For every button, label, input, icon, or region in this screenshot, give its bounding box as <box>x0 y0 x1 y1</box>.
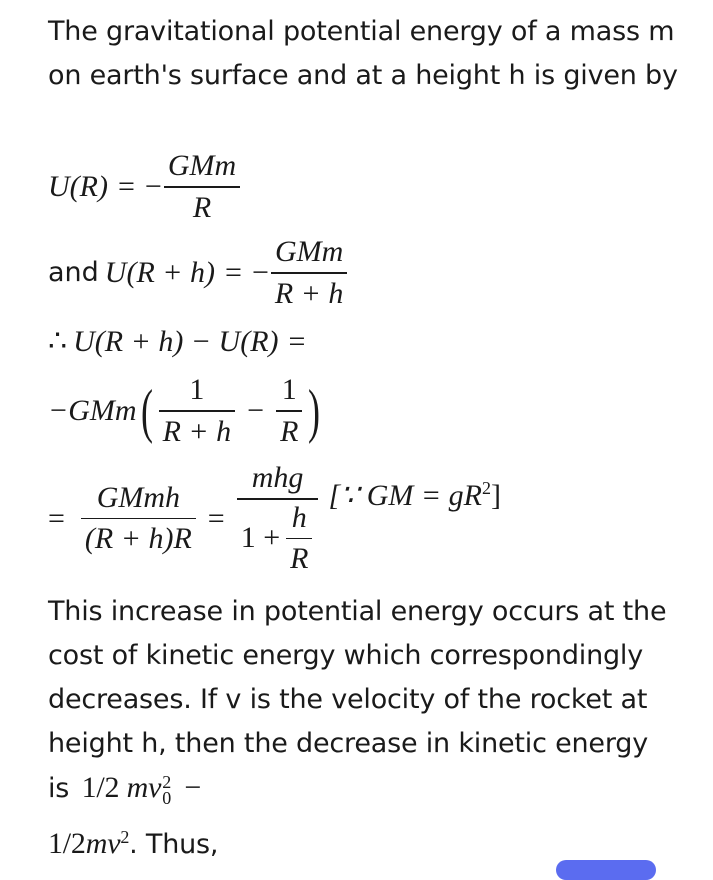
equation-difference <box>48 324 315 359</box>
ke-subsup <box>162 772 172 809</box>
ke2-sup: 2 <box>120 827 130 847</box>
ke-sub: 0 <box>162 788 172 809</box>
eq4-minus: − <box>247 393 265 427</box>
eq5-fraction-1 <box>81 482 196 556</box>
ke2-half: 1/2 <box>48 827 86 860</box>
eq2-numerator: GMm <box>274 235 344 268</box>
eq3-expression: U(R + h) − U(R) <box>73 324 279 358</box>
eq4-prefix: −GMm <box>48 393 137 427</box>
eq5-fraction-2 <box>237 462 319 575</box>
ke2-tail: . Thus, <box>129 829 219 860</box>
eq4-fraction-1 <box>159 374 236 448</box>
eq2-denominator: R + h <box>274 276 344 310</box>
eq1-fraction <box>164 150 240 224</box>
eq5-nested-denominator: R <box>290 542 309 575</box>
eq1-numerator: GMm <box>167 149 237 182</box>
eq2-lhs: U(R + h) <box>104 255 216 289</box>
eq5-note-close: ] <box>490 479 501 512</box>
eq1-denominator: R <box>192 190 212 224</box>
ke2-mv: mv <box>85 827 121 860</box>
bottom-button-edge[interactable] <box>556 860 656 880</box>
eq2-minus: − <box>251 255 269 289</box>
eq4-f2-numerator: 1 <box>281 373 297 406</box>
kinetic-paragraph <box>48 590 668 867</box>
eq5-f1-numerator: GMmh <box>96 480 181 514</box>
eq5-note <box>328 478 501 513</box>
ke-minus: − <box>184 771 202 804</box>
eq5-note-text: [∵ GM = gR <box>328 479 482 512</box>
ke-expression <box>81 771 202 809</box>
eq4-fraction-2 <box>276 374 302 448</box>
eq5-nested-numerator: h <box>291 500 307 534</box>
solution-text <box>48 10 678 98</box>
eq4-f1-numerator: 1 <box>189 373 205 406</box>
therefore-symbol: ∴ <box>48 325 68 358</box>
right-paren: ) <box>308 377 321 444</box>
eq5-one-plus: 1 + <box>240 521 281 555</box>
eq1-equals: = <box>117 169 135 203</box>
left-paren: ( <box>140 377 153 444</box>
ke-sup: 2 <box>162 772 172 793</box>
equation-simplified <box>48 462 501 575</box>
eq5-f2-denominator <box>237 500 319 576</box>
eq5-nested-fraction <box>286 502 312 576</box>
para2-text <box>48 590 668 811</box>
eq2-fraction <box>271 236 348 310</box>
eq2-and: and <box>48 257 99 289</box>
eq2-equals: = <box>225 255 242 289</box>
eq3-equals: = <box>288 324 306 358</box>
equation-potential-height <box>48 236 349 310</box>
eq1-minus: − <box>144 169 162 203</box>
eq5-f2-numerator: mhg <box>251 461 304 494</box>
eq5-equals-1: = <box>48 501 65 535</box>
equation-potential-surface <box>48 150 242 224</box>
ke-half: 1/2 <box>81 771 120 804</box>
eq5-note-sup: 2 <box>481 478 491 498</box>
ke-mv: mv <box>126 771 162 804</box>
eq5-f1-denominator: (R + h)R <box>84 522 192 556</box>
eq5-equals-2: = <box>207 501 225 535</box>
intro-paragraph: The gravitational potential energy of a mass m on earth's surface and at a height h is given by <box>48 16 678 91</box>
eq4-f1-denominator: R + h <box>162 414 232 448</box>
eq1-lhs: U(R) <box>48 169 108 203</box>
equation-factored <box>48 374 324 448</box>
para2-body: This increase in potential energy occurs at the cost of kinetic energy which correspondingly decreases. If v is the velocity of the rocket at height h, then the decrease in kinetic energy is <box>48 596 667 804</box>
eq4-f2-denominator: R <box>280 414 299 448</box>
